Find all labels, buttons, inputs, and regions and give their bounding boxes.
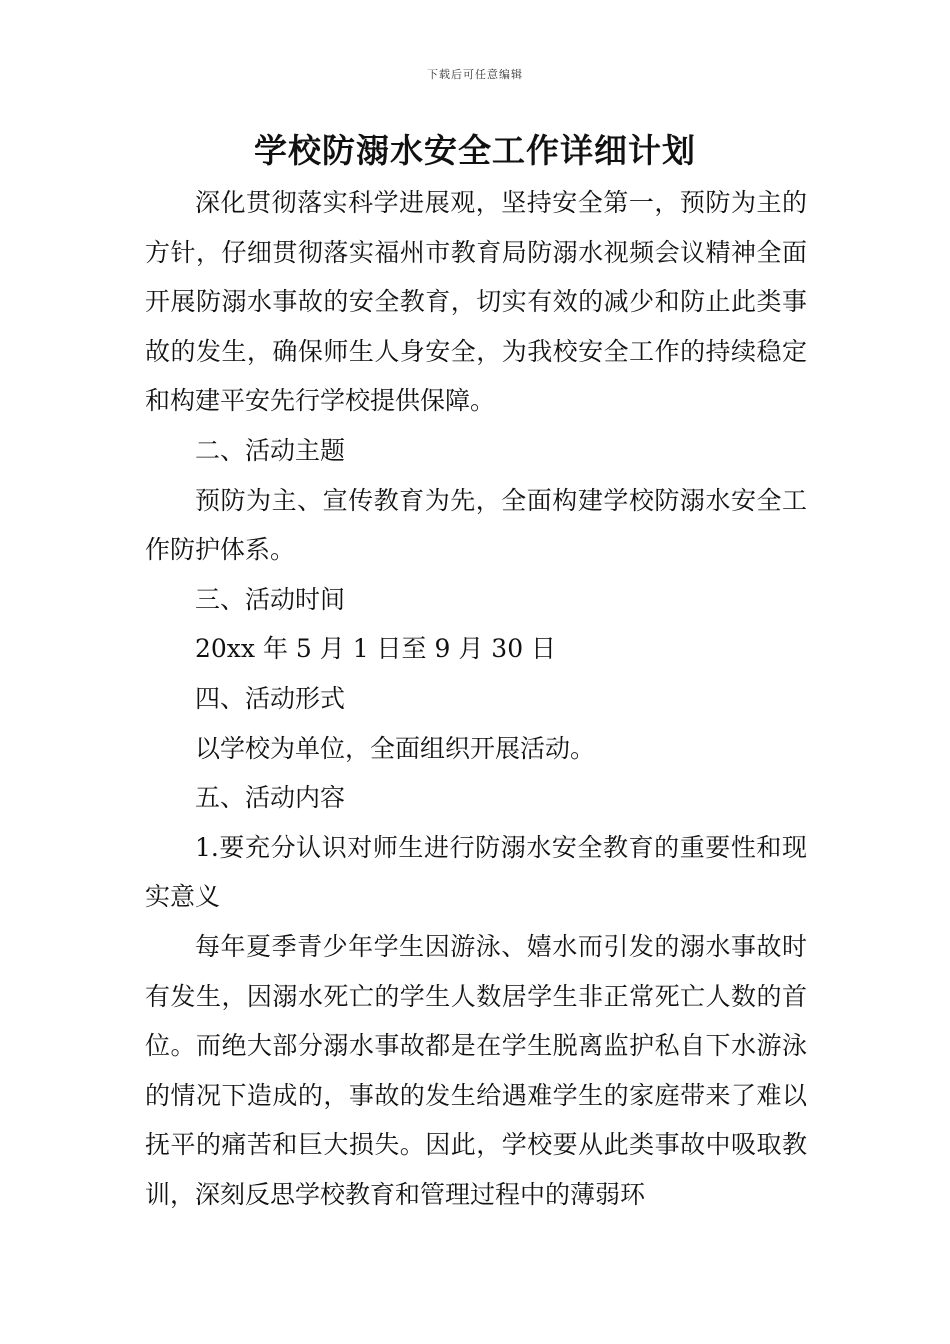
- paragraph-form: 以学校为单位，全面组织开展活动。: [195, 733, 596, 763]
- document-body: [145, 178, 807, 1219]
- paragraph-time: 20xx 年 5 月 1 日至 9 月 30 日: [195, 634, 557, 664]
- paragraph-intro: 深化贯彻落实科学进展观，坚持安全第一，预防为主的方针，仔细贯彻落实福州市教育局防溺水视频会议精神全面开展防溺水事故的安全教育，切实有效的减少和防止此类事故的发生，确保师生人身安全，为我校安全工作的持续稳定和构建平安先行学校提供保障。: [145, 188, 807, 416]
- section-heading-theme: 二、活动主题: [195, 435, 346, 465]
- section-heading-time: 三、活动时间: [195, 584, 346, 614]
- paragraph-content-body: 每年夏季青少年学生因游泳、嬉水而引发的溺水事故时有发生，因溺水死亡的学生人数居学生非正常死亡人数的首位。而绝大部分溺水事故都是在学生脱离监护私自下水游泳的情况下造成的，事故的发生给遇难学生的家庭带来了难以抚平的痛苦和巨大损失。因此，学校要从此类事故中吸取教训，深刻反思学校教育和管理过程中的薄弱环: [145, 931, 807, 1209]
- paragraph-content-item-1: 1.要充分认识对师生进行防溺水安全教育的重要性和现实意义: [145, 832, 807, 912]
- document-title: 学校防溺水安全工作详细计划: [254, 131, 696, 170]
- header-note: 下载后可任意编辑: [427, 68, 523, 81]
- section-heading-content: 五、活动内容: [195, 783, 346, 813]
- paragraph-theme: 预防为主、宣传教育为先，全面构建学校防溺水安全工作防护体系。: [145, 485, 807, 565]
- section-heading-form: 四、活动形式: [195, 683, 346, 713]
